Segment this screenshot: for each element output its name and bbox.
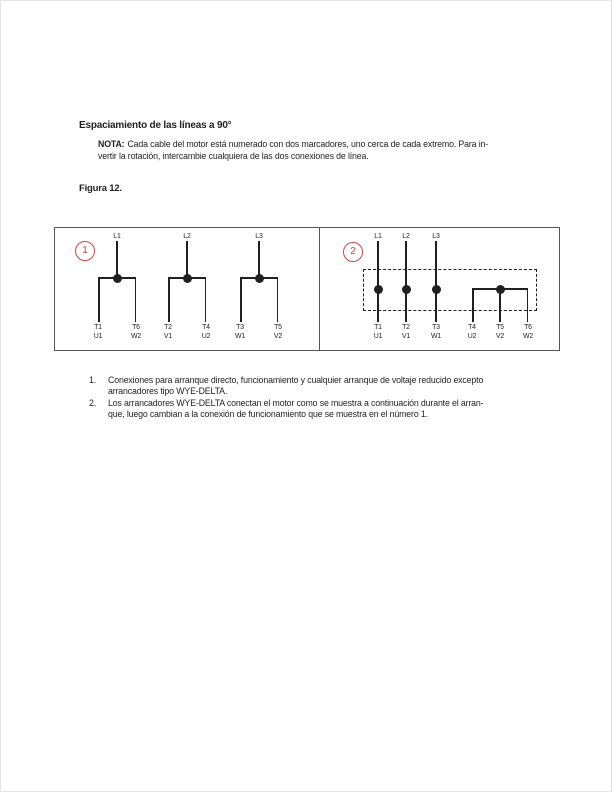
section-heading: Espaciamiento de las líneas a 90° <box>79 120 232 131</box>
wire-leg <box>499 289 501 322</box>
terminal-label: U1 <box>373 333 383 340</box>
terminal-label: W2 <box>522 333 534 340</box>
diagram-2-badge: 2 <box>343 242 363 262</box>
terminal-label: U2 <box>467 333 477 340</box>
terminal-label: T3 <box>432 323 440 331</box>
wire-leg <box>135 278 137 322</box>
terminal-label: T5 <box>496 323 504 331</box>
wire-bar <box>240 277 278 279</box>
line-label: L1 <box>374 233 382 240</box>
line-label: L2 <box>402 233 410 240</box>
terminal-label: T5 <box>274 323 282 331</box>
nota-text-2: vertir la rotación, intercambie cualquiera de las dos conexiones de línea. <box>98 151 369 162</box>
wire-bar <box>168 277 206 279</box>
wire-stem <box>186 241 188 278</box>
list-item-text <box>108 398 483 421</box>
line-label: L3 <box>432 233 440 240</box>
line-label: L3 <box>255 233 263 240</box>
figure-divider <box>319 228 320 350</box>
wire-through <box>377 241 379 322</box>
wire-through <box>435 241 437 322</box>
terminal-label: V2 <box>273 333 283 340</box>
junction-dot <box>402 285 411 294</box>
terminal-label: W1 <box>430 333 442 340</box>
list-item-line: Los arrancadores WYE-DELTA conectan el motor como se muestra a continuación durante el arran- <box>108 397 484 408</box>
wire-leg <box>168 278 170 322</box>
nota-paragraph <box>98 138 530 163</box>
terminal-label: T2 <box>402 323 410 331</box>
list-item-text <box>108 375 483 398</box>
wire-leg <box>277 278 279 322</box>
figure-caption: Figura 12. <box>79 183 122 194</box>
wire-through <box>405 241 407 322</box>
list-item-number: 2. <box>89 397 97 408</box>
junction-dot <box>432 285 441 294</box>
terminal-label: W2 <box>130 333 142 340</box>
terminal-label: W1 <box>234 333 246 340</box>
terminal-label: V1 <box>163 333 173 340</box>
figure-12-box <box>54 227 560 351</box>
list-item-line: arrancadores tipo WYE-DELTA. <box>108 386 228 397</box>
terminal-label: T3 <box>236 323 244 331</box>
terminal-label: T4 <box>468 323 476 331</box>
terminal-label: T6 <box>132 323 140 331</box>
wire-stem <box>116 241 118 278</box>
wire-leg <box>240 278 242 322</box>
line-label: L2 <box>183 233 191 240</box>
nota-label: NOTA: <box>98 139 125 149</box>
wire-leg <box>472 289 474 322</box>
list-item-line: que, luego cambian a la conexión de funcionamiento que se muestra en el número 1. <box>108 409 428 420</box>
list-item-number: 1. <box>89 375 97 385</box>
wire-leg <box>527 289 529 322</box>
wire-stem <box>258 241 260 278</box>
terminal-label: T4 <box>202 323 210 331</box>
list-item <box>89 375 531 398</box>
wire-bar <box>98 277 136 279</box>
numbered-list <box>89 375 531 421</box>
dashed-enclosure <box>363 269 537 311</box>
terminal-label: U2 <box>201 333 211 340</box>
terminal-label: T2 <box>164 323 172 331</box>
line-label: L1 <box>113 233 121 240</box>
wire-leg <box>205 278 207 322</box>
diagram-1-badge: 1 <box>75 241 95 261</box>
terminal-label: T1 <box>374 323 382 331</box>
list-item-line: Conexiones para arranque directo, funcionamiento y cualquier arranque de voltaje reducido excepto <box>108 375 484 385</box>
terminal-label: T6 <box>524 323 532 331</box>
terminal-label: V2 <box>495 333 505 340</box>
nota-line-1 <box>98 138 530 150</box>
junction-dot <box>374 285 383 294</box>
terminal-label: V1 <box>401 333 411 340</box>
terminal-label: U1 <box>93 333 103 340</box>
wire-leg <box>98 278 100 322</box>
terminal-label: T1 <box>94 323 102 331</box>
nota-text-1: Cada cable del motor está numerado con dos marcadores, uno cerca de cada extremo. Para in- <box>127 139 489 149</box>
list-item <box>89 398 531 421</box>
